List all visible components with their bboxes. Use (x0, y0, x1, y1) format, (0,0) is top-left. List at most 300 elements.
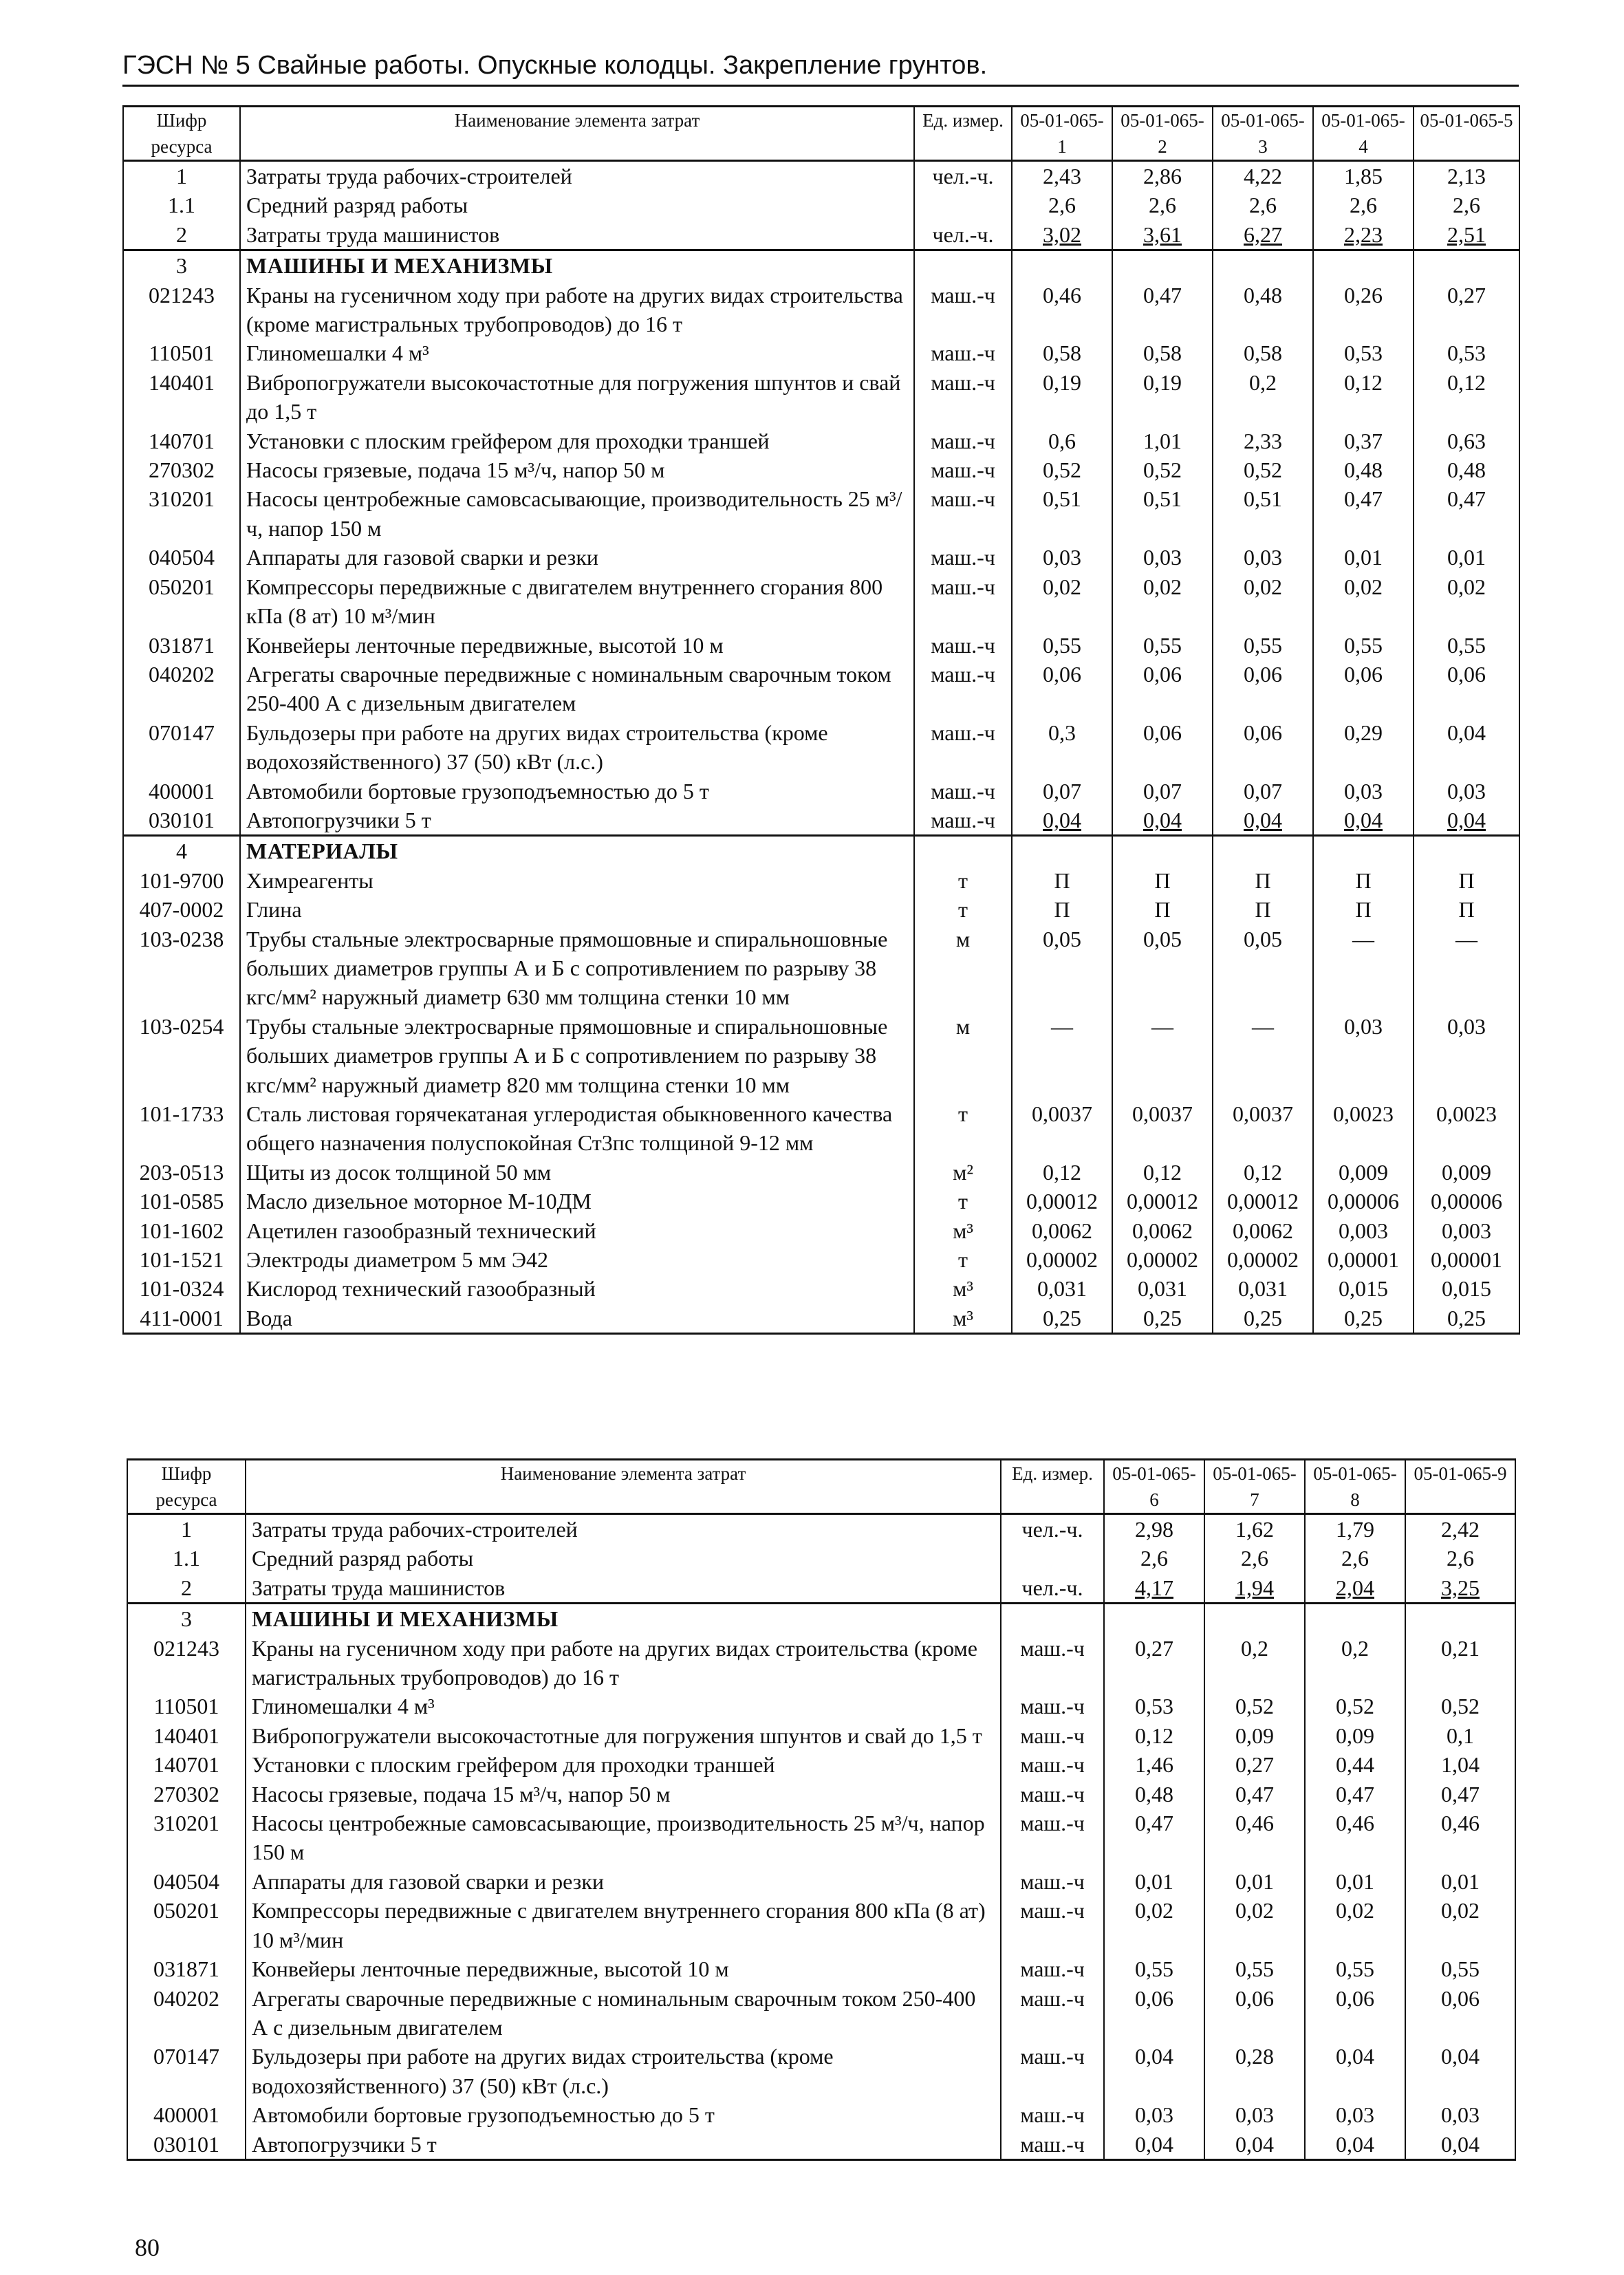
resource-name: Агрегаты сварочные передвижные с номинальным сварочным током 250-400 А с дизельным двигателем (240, 660, 914, 718)
table-row (123, 895, 1519, 924)
resource-code: 4 (123, 836, 240, 866)
value-cell: 0,12 (1414, 368, 1519, 427)
resource-name: Затраты труда машинистов (240, 220, 914, 250)
unit-cell: маш.-ч (1001, 1984, 1104, 2042)
value-cell: П (1313, 866, 1414, 895)
value-cell: 0,0037 (1112, 1099, 1213, 1158)
unit-cell: маш.-ч (914, 572, 1012, 631)
resource-code: 101-0324 (123, 1274, 240, 1303)
value-cell: П (1012, 866, 1112, 895)
value-cell: П (1414, 895, 1519, 924)
resource-code: 103-0238 (123, 925, 240, 1012)
value-cell: 0,0062 (1012, 1216, 1112, 1245)
resource-code: 3 (127, 1604, 246, 1634)
value-cell: 0,07 (1012, 777, 1112, 806)
value-cell: 0,52 (1405, 1692, 1515, 1721)
table-row (127, 1780, 1515, 1809)
value-cell (1305, 1604, 1405, 1634)
value-cell: 0,55 (1213, 631, 1313, 660)
unit-cell: маш.-ч (1001, 1867, 1104, 1896)
value-cell: 0,0062 (1213, 1216, 1313, 1245)
table-row (127, 2100, 1515, 2129)
column-header: 05-01-065-2 (1112, 107, 1213, 161)
resource-name: Конвейеры ленточные передвижные, высотой 10 м (240, 631, 914, 660)
column-header: 05-01-065-6 (1104, 1460, 1204, 1514)
value-cell (1405, 1604, 1515, 1634)
value-cell: 0,01 (1405, 1867, 1515, 1896)
table-row (123, 1012, 1519, 1099)
table-row (127, 1867, 1515, 1896)
resource-code: 110501 (123, 338, 240, 367)
page-header (122, 51, 1519, 87)
value-cell: 2,43 (1012, 161, 1112, 191)
value-cell: 0,47 (1204, 1780, 1305, 1809)
table-row (123, 484, 1519, 543)
unit-cell (914, 836, 1012, 866)
unit-cell: маш.-ч (914, 455, 1012, 484)
table-row (123, 1099, 1519, 1158)
value-cell: 0,03 (1012, 543, 1112, 572)
column-header: 05-01-065-8 (1305, 1460, 1405, 1514)
value-cell: 0,00012 (1112, 1187, 1213, 1216)
table-row (123, 1304, 1519, 1334)
value-cell: 0,0023 (1313, 1099, 1414, 1158)
value-cell (1414, 250, 1519, 281)
unit-cell (1001, 1544, 1104, 1573)
unit-cell: маш.-ч (1001, 1809, 1104, 1867)
value-cell: 0,47 (1414, 484, 1519, 543)
value-cell: 0,0062 (1112, 1216, 1213, 1245)
resource-name: Краны на гусеничном ходу при работе на других видах строительства (кроме магистральных трубопроводов) до 16 т (246, 1634, 1001, 1692)
value-cell: 0,48 (1213, 281, 1313, 339)
unit-cell: маш.-ч (914, 281, 1012, 339)
value-cell: 0,06 (1313, 660, 1414, 718)
value-cell: 0,04 (1112, 806, 1213, 836)
value-cell: 0,0023 (1414, 1099, 1519, 1158)
resource-name: Химреагенты (240, 866, 914, 895)
value-cell (1112, 250, 1213, 281)
value-cell: 0,06 (1213, 660, 1313, 718)
value-cell: 0,55 (1012, 631, 1112, 660)
unit-cell: маш.-ч (1001, 2100, 1104, 2129)
value-cell: 2,6 (1112, 191, 1213, 219)
unit-cell: маш.-ч (1001, 1780, 1104, 1809)
column-header: 05-01-065-7 (1204, 1460, 1305, 1514)
unit-cell: м (914, 925, 1012, 1012)
unit-cell (914, 250, 1012, 281)
resource-name: Насосы грязевые, подача 15 м³/ч, напор 50 м (246, 1780, 1001, 1809)
resource-name: Автопогрузчики 5 т (246, 2130, 1001, 2160)
value-cell: 0,02 (1112, 572, 1213, 631)
value-cell: 0,003 (1313, 1216, 1414, 1245)
value-cell: 0,55 (1305, 1954, 1405, 1983)
value-cell: 0,06 (1305, 1984, 1405, 2042)
table-row (127, 1692, 1515, 1721)
resource-name: Затраты труда машинистов (246, 1573, 1001, 1604)
value-cell: 1,79 (1305, 1514, 1405, 1544)
value-cell: 0,02 (1414, 572, 1519, 631)
value-cell: 0,25 (1313, 1304, 1414, 1334)
value-cell: — (1213, 1012, 1313, 1099)
value-cell: 0,04 (1313, 806, 1414, 836)
value-cell: 1,04 (1405, 1750, 1515, 1779)
value-cell: 0,63 (1414, 427, 1519, 455)
value-cell: 0,06 (1112, 660, 1213, 718)
value-cell: 0,03 (1414, 1012, 1519, 1099)
resource-code: 140401 (127, 1721, 246, 1750)
value-cell: 2,86 (1112, 161, 1213, 191)
table-row (127, 2130, 1515, 2160)
table-row (123, 368, 1519, 427)
page-header-title: ГЭСН № 5 Свайные работы. Опускные колодцы. Закрепление грунтов. (122, 51, 988, 80)
resource-code: 103-0254 (123, 1012, 240, 1099)
value-cell: 0,02 (1405, 1896, 1515, 1954)
value-cell: 0,12 (1112, 1158, 1213, 1187)
value-cell: 2,6 (1012, 191, 1112, 219)
value-cell: 0,04 (1104, 2130, 1204, 2160)
value-cell: 0,58 (1112, 338, 1213, 367)
column-header: 05-01-065-1 (1012, 107, 1112, 161)
resource-code: 021243 (123, 281, 240, 339)
resource-name: Глина (240, 895, 914, 924)
column-header: Шифр ресурса (123, 107, 240, 161)
resource-code: 2 (127, 1573, 246, 1604)
value-cell: 0,03 (1204, 2100, 1305, 2129)
table-row (123, 718, 1519, 777)
resource-code: 040202 (127, 1984, 246, 2042)
resource-name: Автопогрузчики 5 т (240, 806, 914, 836)
value-cell: 0,02 (1204, 1896, 1305, 1954)
resource-code: 021243 (127, 1634, 246, 1692)
value-cell: 2,6 (1204, 1544, 1305, 1573)
value-cell: 0,05 (1012, 925, 1112, 1012)
value-cell: 0,06 (1405, 1984, 1515, 2042)
resource-code: 1 (127, 1514, 246, 1544)
value-cell: 0,031 (1112, 1274, 1213, 1303)
unit-cell: м² (914, 1158, 1012, 1187)
table-row (123, 338, 1519, 367)
resource-name: Затраты труда рабочих-строителей (240, 161, 914, 191)
resource-name: Электроды диаметром 5 мм Э42 (240, 1245, 914, 1274)
value-cell: 0,46 (1012, 281, 1112, 339)
value-cell: 0,05 (1112, 925, 1213, 1012)
column-header: 05-01-065-9 (1405, 1460, 1515, 1514)
resource-code: 400001 (127, 2100, 246, 2129)
value-cell (1112, 836, 1213, 866)
value-cell: П (1112, 866, 1213, 895)
value-cell: 0,55 (1104, 1954, 1204, 1983)
value-cell: 0,03 (1414, 777, 1519, 806)
value-cell: 2,6 (1104, 1544, 1204, 1573)
resource-name: Автомобили бортовые грузоподъемностью до 5 т (240, 777, 914, 806)
value-cell: 3,25 (1405, 1573, 1515, 1604)
value-cell (1204, 1604, 1305, 1634)
table-row (127, 1514, 1515, 1544)
value-cell: 0,04 (1405, 2042, 1515, 2100)
value-cell: 0,06 (1112, 718, 1213, 777)
unit-cell: маш.-ч (914, 543, 1012, 572)
column-header: Шифр ресурса (127, 1460, 246, 1514)
resource-name: Компрессоры передвижные с двигателем внутреннего сгорания 800 кПа (8 ат) 10 м³/мин (246, 1896, 1001, 1954)
table-row (123, 925, 1519, 1012)
table-row (123, 1274, 1519, 1303)
resource-code: 3 (123, 250, 240, 281)
table-row (127, 1544, 1515, 1573)
value-cell (1313, 250, 1414, 281)
resource-name: Средний разряд работы (246, 1544, 1001, 1573)
value-cell: 6,27 (1213, 220, 1313, 250)
resource-name: Автомобили бортовые грузоподъемностью до 5 т (246, 2100, 1001, 2129)
value-cell: 0,009 (1414, 1158, 1519, 1187)
column-header: 05-01-065-3 (1213, 107, 1313, 161)
value-cell: 0,06 (1204, 1984, 1305, 2042)
value-cell: 0,02 (1313, 572, 1414, 631)
value-cell (1213, 836, 1313, 866)
resource-table-1 (122, 105, 1520, 1335)
resource-code: 2 (123, 220, 240, 250)
unit-cell: маш.-ч (1001, 2130, 1104, 2160)
resource-code: 040504 (123, 543, 240, 572)
resource-code: 040202 (123, 660, 240, 718)
value-cell: П (1213, 866, 1313, 895)
unit-cell: м³ (914, 1304, 1012, 1334)
value-cell: 0,09 (1204, 1721, 1305, 1750)
value-cell: 2,6 (1313, 191, 1414, 219)
resource-table-2 (127, 1458, 1516, 2161)
value-cell: 0,00002 (1213, 1245, 1313, 1274)
value-cell (1012, 836, 1112, 866)
resource-name: Вибропогружатели высокочастотные для погружения шпунтов и свай до 1,5 т (240, 368, 914, 427)
value-cell: 2,23 (1313, 220, 1414, 250)
resource-code: 140401 (123, 368, 240, 427)
resource-name: Сталь листовая горячекатаная углеродистая обыкновенного качества общего назначения полуспокойная Ст3пс толщиной 9-12 мм (240, 1099, 914, 1158)
value-cell: 0,53 (1414, 338, 1519, 367)
value-cell: 1,46 (1104, 1750, 1204, 1779)
value-cell: 0,04 (1414, 806, 1519, 836)
resource-code: 270302 (123, 455, 240, 484)
value-cell: 0,25 (1213, 1304, 1313, 1334)
unit-cell: чел.-ч. (914, 161, 1012, 191)
resource-code: 050201 (123, 572, 240, 631)
value-cell: 0,19 (1012, 368, 1112, 427)
value-cell: 2,6 (1405, 1544, 1515, 1573)
resource-code: 101-1733 (123, 1099, 240, 1158)
table-row (123, 572, 1519, 631)
value-cell (1414, 836, 1519, 866)
resource-name: Бульдозеры при работе на других видах строительства (кроме водохозяйственного) 37 (50) кВт (л.с.) (240, 718, 914, 777)
resource-code: 110501 (127, 1692, 246, 1721)
column-header: Ед. измер. (1001, 1460, 1104, 1514)
unit-cell: маш.-ч (914, 427, 1012, 455)
value-cell: 0,04 (1305, 2042, 1405, 2100)
value-cell: 0,03 (1112, 543, 1213, 572)
table-row (123, 455, 1519, 484)
resource-code: 140701 (123, 427, 240, 455)
resource-name: Глиномешалки 4 м³ (246, 1692, 1001, 1721)
resource-name: Вода (240, 1304, 914, 1334)
value-cell: 0,48 (1104, 1780, 1204, 1809)
value-cell: 0,47 (1405, 1780, 1515, 1809)
value-cell: 3,61 (1112, 220, 1213, 250)
resource-name: МАШИНЫ И МЕХАНИЗМЫ (240, 250, 914, 281)
value-cell: 0,12 (1104, 1721, 1204, 1750)
resource-name: МАТЕРИАЛЫ (240, 836, 914, 866)
value-cell: 1,85 (1313, 161, 1414, 191)
table-row (127, 1954, 1515, 1983)
value-cell: 0,0037 (1213, 1099, 1313, 1158)
table-row (123, 1187, 1519, 1216)
column-header: Наименование элемента затрат (240, 107, 914, 161)
value-cell: 0,04 (1204, 2130, 1305, 2160)
value-cell (1313, 836, 1414, 866)
table-row (123, 281, 1519, 339)
column-header: 05-01-065-4 (1313, 107, 1414, 161)
unit-cell (1001, 1604, 1104, 1634)
resource-code: 031871 (127, 1954, 246, 1983)
page-number: 80 (135, 2234, 160, 2261)
value-cell: 0,00012 (1012, 1187, 1112, 1216)
table-row (123, 427, 1519, 455)
value-cell: П (1414, 866, 1519, 895)
value-cell: 0,00006 (1313, 1187, 1414, 1216)
value-cell: 0,51 (1213, 484, 1313, 543)
resource-name: Трубы стальные электросварные прямошовные и спиральношовные больших диаметров группы А и Б с сопротивлением по разрыву 38 кгс/мм² наружный диаметр 820 мм толщина стенки 10 мм (240, 1012, 914, 1099)
value-cell: 0,003 (1414, 1216, 1519, 1245)
resource-code: 310201 (123, 484, 240, 543)
value-cell: — (1313, 925, 1414, 1012)
value-cell: 0,07 (1112, 777, 1213, 806)
value-cell: 2,6 (1305, 1544, 1405, 1573)
resource-code: 050201 (127, 1896, 246, 1954)
value-cell: 0,48 (1414, 455, 1519, 484)
table-row (123, 806, 1519, 836)
table-row (123, 631, 1519, 660)
value-cell: 0,52 (1305, 1692, 1405, 1721)
unit-cell: м³ (914, 1274, 1012, 1303)
value-cell: 0,55 (1414, 631, 1519, 660)
table-row (123, 777, 1519, 806)
value-cell: 0,27 (1414, 281, 1519, 339)
unit-cell: маш.-ч (914, 338, 1012, 367)
value-cell: 0,06 (1012, 660, 1112, 718)
value-cell: 0,00002 (1012, 1245, 1112, 1274)
value-cell: 0,03 (1213, 543, 1313, 572)
value-cell: 0,00001 (1313, 1245, 1414, 1274)
value-cell: 2,6 (1213, 191, 1313, 219)
table-row (127, 1896, 1515, 1954)
unit-cell: маш.-ч (914, 660, 1012, 718)
resource-code: 1.1 (127, 1544, 246, 1573)
column-header: Ед. измер. (914, 107, 1012, 161)
table-row (127, 2042, 1515, 2100)
resource-code: 411-0001 (123, 1304, 240, 1334)
value-cell: 2,33 (1213, 427, 1313, 455)
unit-cell: т (914, 1187, 1012, 1216)
value-cell (1213, 250, 1313, 281)
value-cell: 0,03 (1313, 1012, 1414, 1099)
value-cell: П (1012, 895, 1112, 924)
unit-cell: т (914, 866, 1012, 895)
unit-cell: маш.-ч (1001, 1954, 1104, 1983)
value-cell: 0,01 (1104, 1867, 1204, 1896)
resource-code: 101-0585 (123, 1187, 240, 1216)
value-cell: 0,27 (1104, 1634, 1204, 1692)
unit-cell: т (914, 1099, 1012, 1158)
resource-code: 270302 (127, 1780, 246, 1809)
value-cell: 0,46 (1204, 1809, 1305, 1867)
value-cell: 0,26 (1313, 281, 1414, 339)
value-cell: 0,01 (1204, 1867, 1305, 1896)
value-cell: 0,00006 (1414, 1187, 1519, 1216)
value-cell: 2,51 (1414, 220, 1519, 250)
table-row (123, 161, 1519, 191)
value-cell: 0,48 (1313, 455, 1414, 484)
resource-name: Насосы грязевые, подача 15 м³/ч, напор 50 м (240, 455, 914, 484)
value-cell: 0,02 (1104, 1896, 1204, 1954)
value-cell: 0,04 (1012, 806, 1112, 836)
value-cell: 0,19 (1112, 368, 1213, 427)
value-cell: 0,06 (1104, 1984, 1204, 2042)
unit-cell: маш.-ч (914, 484, 1012, 543)
value-cell: 0,03 (1313, 777, 1414, 806)
section-row (123, 836, 1519, 866)
value-cell: 0,00001 (1414, 1245, 1519, 1274)
resource-name: Аппараты для газовой сварки и резки (246, 1867, 1001, 1896)
table-row (123, 191, 1519, 219)
value-cell: 0,07 (1213, 777, 1313, 806)
value-cell: 0,58 (1012, 338, 1112, 367)
value-cell: 0,53 (1313, 338, 1414, 367)
resource-code: 101-1521 (123, 1245, 240, 1274)
value-cell: 2,13 (1414, 161, 1519, 191)
column-header: Наименование элемента затрат (246, 1460, 1001, 1514)
value-cell: П (1213, 895, 1313, 924)
resource-code: 070147 (127, 2042, 246, 2100)
value-cell: 1,62 (1204, 1514, 1305, 1544)
value-cell: 0,28 (1204, 2042, 1305, 2100)
value-cell: 0,05 (1213, 925, 1313, 1012)
value-cell: 0,25 (1112, 1304, 1213, 1334)
value-cell: 0,55 (1405, 1954, 1515, 1983)
value-cell: 0,25 (1414, 1304, 1519, 1334)
value-cell: 0,46 (1305, 1809, 1405, 1867)
value-cell: П (1112, 895, 1213, 924)
value-cell: 0,01 (1313, 543, 1414, 572)
resource-name: Ацетилен газообразный технический (240, 1216, 914, 1245)
unit-cell: маш.-ч (914, 718, 1012, 777)
value-cell: 0,2 (1204, 1634, 1305, 1692)
resource-name: Компрессоры передвижные с двигателем внутреннего сгорания 800 кПа (8 ат) 10 м³/мин (240, 572, 914, 631)
unit-cell: маш.-ч (1001, 1634, 1104, 1692)
table-row (127, 1809, 1515, 1867)
value-cell: — (1414, 925, 1519, 1012)
unit-cell: маш.-ч (914, 368, 1012, 427)
value-cell: 0,52 (1204, 1692, 1305, 1721)
value-cell: 0,47 (1104, 1809, 1204, 1867)
unit-cell: маш.-ч (914, 806, 1012, 836)
value-cell: 0,55 (1112, 631, 1213, 660)
table-row (123, 1216, 1519, 1245)
resource-code: 407-0002 (123, 895, 240, 924)
unit-cell: чел.-ч. (914, 220, 1012, 250)
unit-cell: т (914, 895, 1012, 924)
value-cell: 0,02 (1012, 572, 1112, 631)
resource-code: 1.1 (123, 191, 240, 219)
value-cell: 0,46 (1405, 1809, 1515, 1867)
resource-code: 031871 (123, 631, 240, 660)
resource-code: 1 (123, 161, 240, 191)
unit-cell: чел.-ч. (1001, 1573, 1104, 1604)
